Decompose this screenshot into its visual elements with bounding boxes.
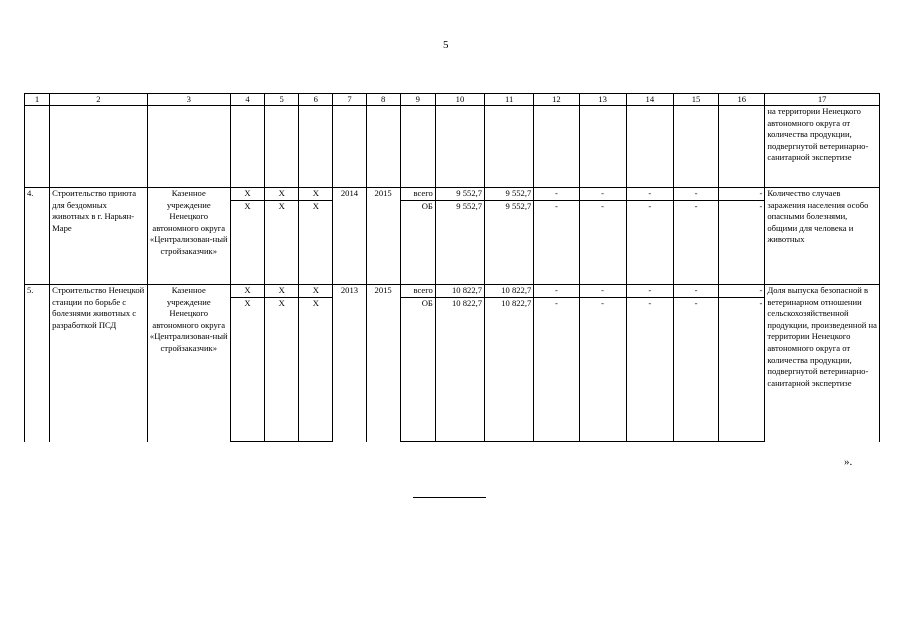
cell-c12: - bbox=[534, 285, 579, 298]
program-table bbox=[24, 93, 880, 442]
indicator-cell: Доля выпуска безопасной в ветеринарном отношении сельскохозяйственной продукции, произведенной на территории Ненецкого автономного округа от количества продукции, подвергнутой ветеринарно-санитарной экспертизе bbox=[765, 285, 880, 442]
column-header: 17 bbox=[765, 94, 880, 106]
cell-c10: 10 822,7 bbox=[435, 298, 484, 442]
column-header: 16 bbox=[719, 94, 765, 106]
column-header: 12 bbox=[534, 94, 579, 106]
cell-c15: - bbox=[673, 188, 718, 201]
column-header: 4 bbox=[230, 94, 264, 106]
column-header: 9 bbox=[400, 94, 435, 106]
cell-c10: 9 552,7 bbox=[435, 188, 484, 201]
column-header: 6 bbox=[299, 94, 333, 106]
column-header: 1 bbox=[25, 94, 50, 106]
footer-rule bbox=[413, 497, 486, 498]
cell-c16: - bbox=[719, 285, 765, 298]
cell-c5: Х bbox=[265, 298, 299, 442]
table-row bbox=[25, 188, 880, 201]
column-header: 5 bbox=[265, 94, 299, 106]
cell-c14: - bbox=[626, 285, 673, 298]
header-row bbox=[25, 94, 880, 106]
row-number: 4. bbox=[25, 188, 50, 285]
column-header: 2 bbox=[50, 94, 147, 106]
funding-source: всего bbox=[400, 285, 435, 298]
cell-c14: - bbox=[626, 298, 673, 442]
cell-c12: - bbox=[534, 188, 579, 201]
end-year: 2015 bbox=[366, 188, 400, 285]
column-header: 3 bbox=[147, 94, 230, 106]
table-row bbox=[25, 285, 880, 298]
page-number: 5 bbox=[443, 39, 449, 51]
cell-c13: - bbox=[579, 285, 626, 298]
executor-cell: Казенное учреждение Ненецкого автономного округа «Централизован-ный стройзаказчик» bbox=[147, 285, 230, 442]
end-year: 2015 bbox=[366, 285, 400, 442]
cell-c14: - bbox=[626, 201, 673, 285]
cell-c11: 9 552,7 bbox=[485, 201, 534, 285]
column-header: 7 bbox=[333, 94, 366, 106]
cell-c4: Х bbox=[230, 188, 264, 201]
cell-c13: - bbox=[579, 298, 626, 442]
cell-c5: Х bbox=[265, 188, 299, 201]
start-year: 2013 bbox=[333, 285, 366, 442]
measure-name: Строительство приюта для бездомных животных в г. Нарьян-Маре bbox=[50, 188, 147, 285]
measure-name: Строительство Ненецкой станции по борьбе с болезнями животных с разработкой ПСД bbox=[50, 285, 147, 442]
cell-c16: - bbox=[719, 201, 765, 285]
funding-source: всего bbox=[400, 188, 435, 201]
cell-c13: - bbox=[579, 188, 626, 201]
cell-c5: Х bbox=[265, 285, 299, 298]
continuation-row bbox=[25, 106, 880, 188]
column-header: 10 bbox=[435, 94, 484, 106]
cell-c12: - bbox=[534, 201, 579, 285]
column-header: 15 bbox=[673, 94, 718, 106]
cell-c6: Х bbox=[299, 188, 333, 201]
column-header: 13 bbox=[579, 94, 626, 106]
funding-source: ОБ bbox=[400, 298, 435, 442]
start-year: 2014 bbox=[333, 188, 366, 285]
cell-c10: 9 552,7 bbox=[435, 201, 484, 285]
indicator-cell: Количество случаев заражения населения особо опасными болезнями, общими для человека и животных bbox=[765, 188, 880, 285]
column-header: 8 bbox=[366, 94, 400, 106]
cell-c15: - bbox=[673, 201, 718, 285]
cell-c4: Х bbox=[230, 285, 264, 298]
cell-c16: - bbox=[719, 298, 765, 442]
executor-cell: Казенное учреждение Ненецкого автономного округа «Централизован-ный стройзаказчик» bbox=[147, 188, 230, 285]
cell-c5: Х bbox=[265, 201, 299, 285]
cell-c15: - bbox=[673, 285, 718, 298]
cell-c6: Х bbox=[299, 298, 333, 442]
cell-c11: 9 552,7 bbox=[485, 188, 534, 201]
cell-c13: - bbox=[579, 201, 626, 285]
cell-c14: - bbox=[626, 188, 673, 201]
cell-c4: Х bbox=[230, 298, 264, 442]
column-header: 14 bbox=[626, 94, 673, 106]
cell-c12: - bbox=[534, 298, 579, 442]
funding-source: ОБ bbox=[400, 201, 435, 285]
column-header: 11 bbox=[485, 94, 534, 106]
cell-c11: 10 822,7 bbox=[485, 298, 534, 442]
cell-c16: - bbox=[719, 188, 765, 201]
cell-c15: - bbox=[673, 298, 718, 442]
indicator-cell: на территории Ненецкого автономного округа от количества продукции, подвергнутой ветеринарно-санитарной экспертизе bbox=[765, 106, 880, 188]
cell-c6: Х bbox=[299, 201, 333, 285]
cell-c11: 10 822,7 bbox=[485, 285, 534, 298]
cell-c10: 10 822,7 bbox=[435, 285, 484, 298]
row-number: 5. bbox=[25, 285, 50, 442]
closing-quote: ». bbox=[844, 456, 853, 468]
cell-c4: Х bbox=[230, 201, 264, 285]
cell-c6: Х bbox=[299, 285, 333, 298]
